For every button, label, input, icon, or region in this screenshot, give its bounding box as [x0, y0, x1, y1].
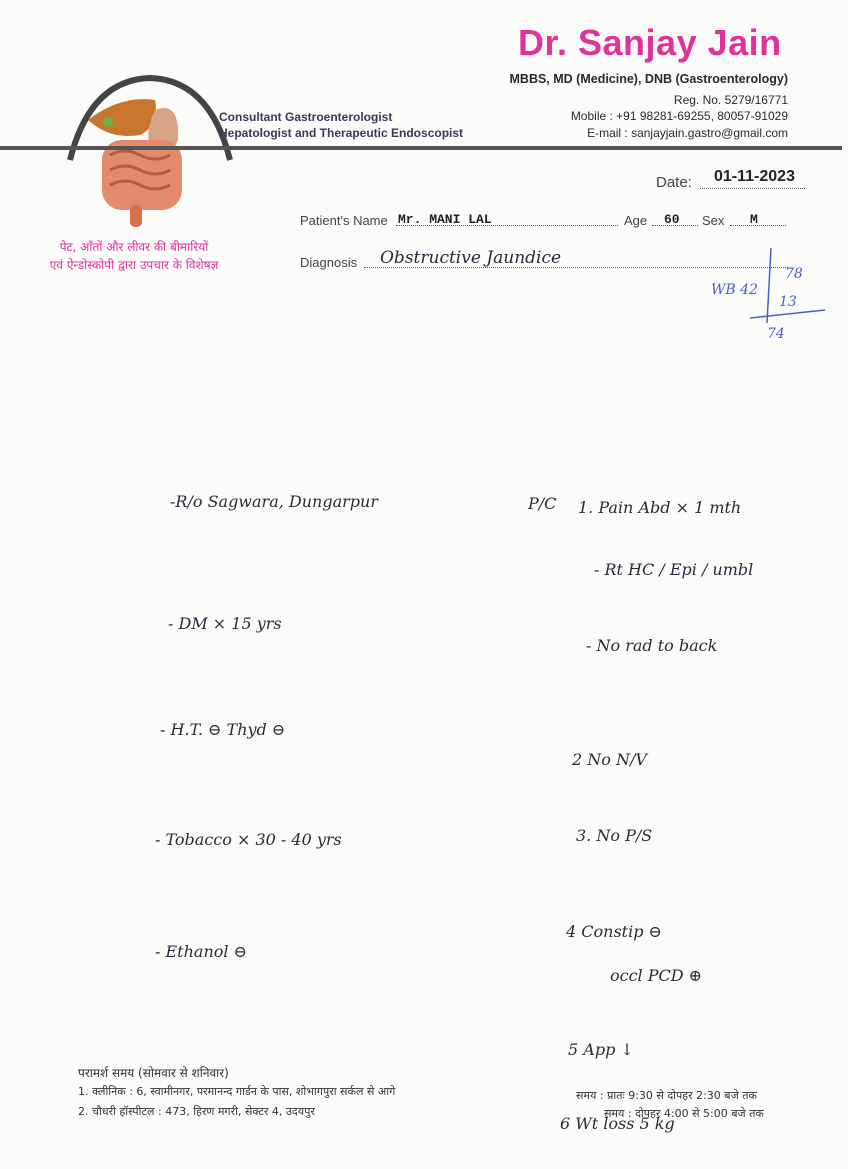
role-line-2: Hepatologist and Therapeutic Endoscopist [219, 126, 464, 140]
stamp-text-4: 74 [767, 326, 785, 342]
mobile-number: Mobile : +91 98281-69255, 80057-91029 [570, 109, 788, 123]
footer-clinic-1: 1. क्लीनिक : 6, स्वामीनगर, परमानन्द गार्डन के पास, शोभागपुरा सर्कल से आगे [78, 1085, 396, 1098]
age-value: 60 [664, 212, 680, 227]
diagnosis-value: Obstructive Jaundice [380, 248, 562, 268]
hindi-tagline-1: पेट, आँतों और लीवर की बीमारियों [59, 240, 209, 254]
role-line-1: Consultant Gastroenterologist [219, 110, 393, 124]
stamp-text-1: WB 42 [711, 282, 758, 298]
sex-label: Sex [702, 213, 725, 228]
note-left-1: -R/o Sagwara, Dungarpur [170, 492, 378, 511]
date-value: 01-11-2023 [714, 168, 795, 185]
note-right-6: 4 Constip ⊖ [566, 922, 662, 941]
logo [60, 70, 240, 240]
note-right-5: 3. No P/S [576, 826, 653, 845]
stamp-text-2: 78 [785, 266, 803, 282]
hindi-tagline-2: एवं ऐन्डोस्कोपी द्वारा उपचार के विशेषज्ञ [49, 258, 219, 272]
note-right-2: - Rt HC / Epi / umbl [594, 560, 754, 579]
note-right-7: occl PCD ⊕ [610, 966, 703, 985]
note-right-1: 1. Pain Abd × 1 mth [578, 498, 742, 517]
stamp-text-3: 13 [779, 294, 797, 310]
note-right-8: 5 App ↓ [568, 1040, 634, 1059]
note-right-4: 2 No N/V [572, 750, 647, 769]
header-divider [0, 146, 842, 150]
note-left-4: - Tobacco × 30 - 40 yrs [155, 830, 342, 849]
note-right-3: - No rad to back [586, 636, 718, 655]
registration-number: Reg. No. 5279/16771 [673, 93, 788, 107]
sex-dotted-line [730, 225, 786, 226]
date-label: Date: [656, 174, 692, 191]
qualifications: MBBS, MD (Medicine), DNB (Gastroenterology) [509, 72, 788, 86]
footer-time-1: समय : प्रातः 9:30 से दोपहर 2:30 बजे तक [576, 1089, 757, 1102]
note-right-9: 6 Wt loss 5 kg [560, 1114, 675, 1133]
patient-name-value: Mr. MANI LAL [398, 212, 492, 227]
note-left-5: - Ethanol ⊖ [155, 942, 247, 961]
sex-value: M [750, 212, 758, 227]
date-dotted-line [700, 188, 805, 189]
note-left-2: - DM × 15 yrs [168, 614, 282, 633]
patient-name-label: Patient's Name [300, 213, 388, 228]
email-address: E-mail : sanjayjain.gastro@gmail.com [587, 126, 788, 140]
footer-title: परामर्श समय (सोमवार से शनिवार) [78, 1066, 229, 1080]
stamp [705, 248, 835, 348]
footer-clinic-2: 2. चौधरी हॉस्पीटल : 473, हिरण मगरी, सेक्टर 4, उदयपुर [78, 1105, 315, 1118]
age-label: Age [624, 213, 648, 228]
doctor-name: Dr. Sanjay Jain [518, 22, 782, 63]
note-left-3: - H.T. ⊖ Thyd ⊖ [160, 720, 286, 739]
diagnosis-label: Diagnosis [300, 255, 358, 270]
pc-label: P/C [528, 494, 557, 513]
footer-time-2: समय : दोपहर 4:00 से 5:00 बजे तक [604, 1107, 764, 1120]
